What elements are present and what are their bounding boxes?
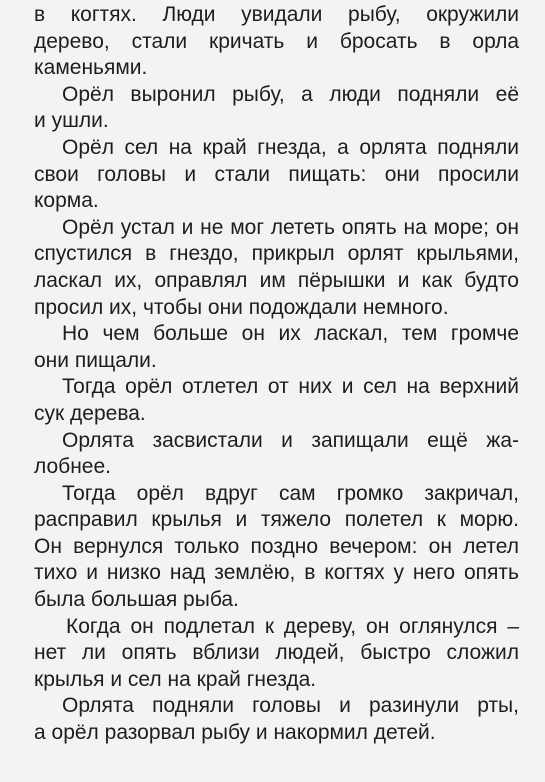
paragraph: [34, 135, 519, 215]
text-line: Но чем больше он их ласкал, тем громче: [62, 322, 519, 346]
paragraph: [34, 481, 519, 614]
paragraph: [34, 374, 519, 427]
text-line: Орлята подняли головы и разинули рты,: [62, 694, 519, 718]
text-line: сук дерева.: [34, 401, 146, 425]
text-line: крылья и сел на край гнезда.: [34, 667, 317, 691]
paragraph: [34, 82, 519, 135]
text-line: а орёл разорвал рыбу и накормил детей.: [34, 721, 436, 745]
text-line: Орёл выронил рыбу, а люди подняли её: [62, 82, 519, 106]
text-line: свои головы и стали пищать: они просили: [34, 162, 519, 186]
text-line: Тогда орёл вдруг сам громко закричал,: [62, 481, 519, 505]
paragraph: [34, 614, 519, 694]
paragraph: [34, 428, 519, 481]
text-line: нет ли опять вблизи людей, быстро сложил: [34, 641, 519, 665]
text-line: каменьями.: [34, 56, 148, 80]
text-line: лобнее.: [34, 455, 111, 479]
text-line: расправил крылья и тяжело полетел к морю.: [34, 508, 519, 532]
text-line: и ушли.: [34, 109, 109, 133]
text-line: тихо и низко над землёю, в когтях у него опять: [34, 561, 519, 585]
text-line: Орёл сел на край гнезда, а орлята подняли: [62, 135, 519, 159]
paragraph: [34, 693, 519, 746]
text-line: Тогда орёл отлетел от них и сел на верхний: [62, 375, 519, 399]
paragraph: [34, 321, 519, 374]
text-line: Орёл устал и не мог лететь опять на море; он: [62, 215, 519, 239]
text-line: корма.: [34, 189, 99, 213]
text-line: Когда он подлетал к дереву, он оглянулся –: [66, 614, 519, 638]
text-line: в когтях. Люди увидали рыбу, окружили: [34, 3, 519, 26]
text-line: была большая рыба.: [34, 588, 239, 612]
text-line: спустился в гнездо, прикрыл орлят крыльями,: [34, 242, 519, 266]
text-line: ласкал их, оправлял им пёрышки и как будто: [34, 268, 519, 292]
text-line: просил их, чтобы они подождали немного.: [34, 295, 449, 319]
paragraph: [34, 2, 519, 82]
text-line: Он вернулся только поздно вечером: он летел: [34, 534, 519, 558]
text-line: дерево, стали кричать и бросать в орла: [34, 29, 519, 53]
text-line: они пищали.: [34, 348, 157, 372]
text-line: Орлята засвистали и запищали ещё жа-: [62, 428, 519, 452]
paragraph: [34, 215, 519, 321]
